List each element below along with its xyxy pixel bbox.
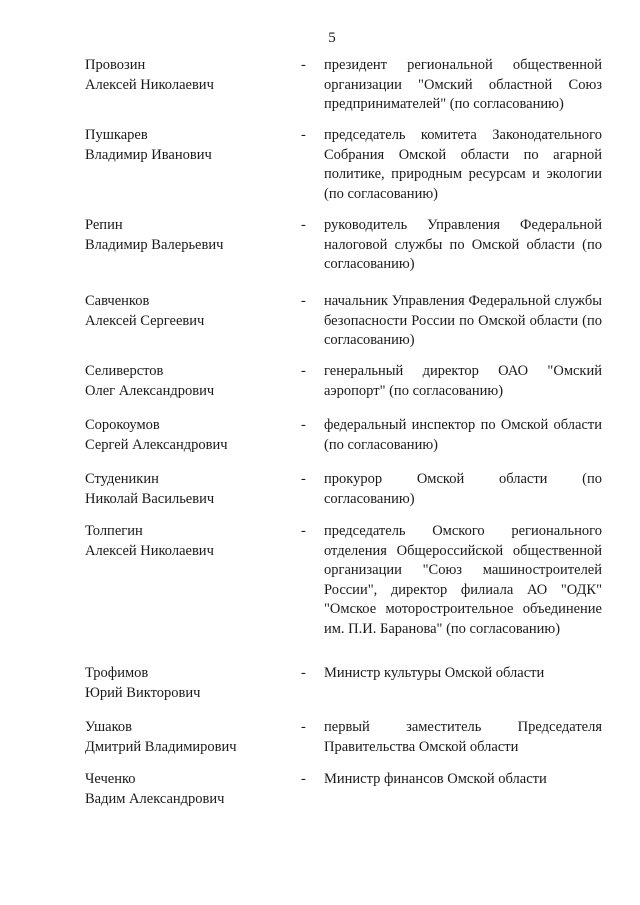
member-surname: Пушкарев <box>85 127 148 143</box>
member-given-names: Алексей Николаевич <box>85 542 214 559</box>
member-surname: Сорокоумов <box>85 417 160 433</box>
separator-dash: - <box>301 217 306 233</box>
member-given-names: Дмитрий Владимирович <box>85 738 237 755</box>
member-given-names: Олег Александрович <box>85 382 215 399</box>
member-given-names: Владимир Иванович <box>85 146 212 163</box>
page-number: 5 <box>328 30 336 46</box>
member-name <box>85 718 285 757</box>
separator-dash: - <box>301 127 306 143</box>
member-surname: Толпегин <box>85 523 143 539</box>
separator-dash: - <box>301 293 306 309</box>
separator-dash: - <box>301 363 306 379</box>
member-name <box>85 292 285 331</box>
member-surname: Студеникин <box>85 471 159 487</box>
member-role: генеральный директор ОАО "Омский аэропорт" (по согласованию) <box>324 363 602 399</box>
member-role: федеральный инспектор по Омской области (по согласованию) <box>324 417 602 453</box>
member-name <box>85 216 285 255</box>
member-name <box>85 56 285 95</box>
member-name <box>85 664 285 703</box>
separator-dash: - <box>301 719 306 735</box>
member-surname: Чеченко <box>85 771 136 787</box>
member-role: Министр финансов Омской области <box>324 771 547 787</box>
separator-dash: - <box>301 417 306 433</box>
member-surname: Репин <box>85 217 123 233</box>
member-surname: Провозин <box>85 57 146 73</box>
member-given-names: Юрий Викторович <box>85 684 201 701</box>
separator-dash: - <box>301 57 306 73</box>
member-surname: Савченков <box>85 293 150 309</box>
member-name <box>85 470 285 509</box>
member-name <box>85 522 285 561</box>
separator-dash: - <box>301 471 306 487</box>
member-name <box>85 126 285 165</box>
member-surname: Ушаков <box>85 719 132 735</box>
member-name <box>85 362 285 401</box>
member-given-names: Николай Васильевич <box>85 490 215 507</box>
member-given-names: Владимир Валерьевич <box>85 236 224 253</box>
member-role: прокурор Омской области (по согласованию) <box>324 471 602 507</box>
member-given-names: Алексей Николаевич <box>85 76 214 93</box>
member-role: председатель комитета Законодательного Собрания Омской области по агарной политике, природным ресурсам и экологии (по согласованию) <box>324 127 602 202</box>
member-role: президент региональной общественной организации "Омский областной Союз предпринимателей" (по согласованию) <box>324 57 602 112</box>
member-role: первый заместитель Председателя Правительства Омской области <box>324 719 602 755</box>
separator-dash: - <box>301 665 306 681</box>
member-name <box>85 416 285 455</box>
member-role: руководитель Управления Федеральной налоговой службы по Омской области (по согласованию) <box>324 217 602 272</box>
member-role: председатель Омского регионального отделения Общероссийской общественной организации "Союз машиностроителей России", директор филиала АО "ОДК" "Омское моторостроительное объединение им. П.И. Баранова" (по согласованию) <box>324 523 602 637</box>
member-role: начальник Управления Федеральной службы безопасности России по Омской области (по согласованию) <box>324 293 602 348</box>
separator-dash: - <box>301 771 306 787</box>
member-given-names: Сергей Александрович <box>85 436 228 453</box>
member-name <box>85 770 285 809</box>
member-surname: Селиверстов <box>85 363 164 379</box>
member-given-names: Вадим Александрович <box>85 790 225 807</box>
separator-dash: - <box>301 523 306 539</box>
member-role: Министр культуры Омской области <box>324 665 545 681</box>
member-given-names: Алексей Сергеевич <box>85 312 205 329</box>
member-surname: Трофимов <box>85 665 149 681</box>
